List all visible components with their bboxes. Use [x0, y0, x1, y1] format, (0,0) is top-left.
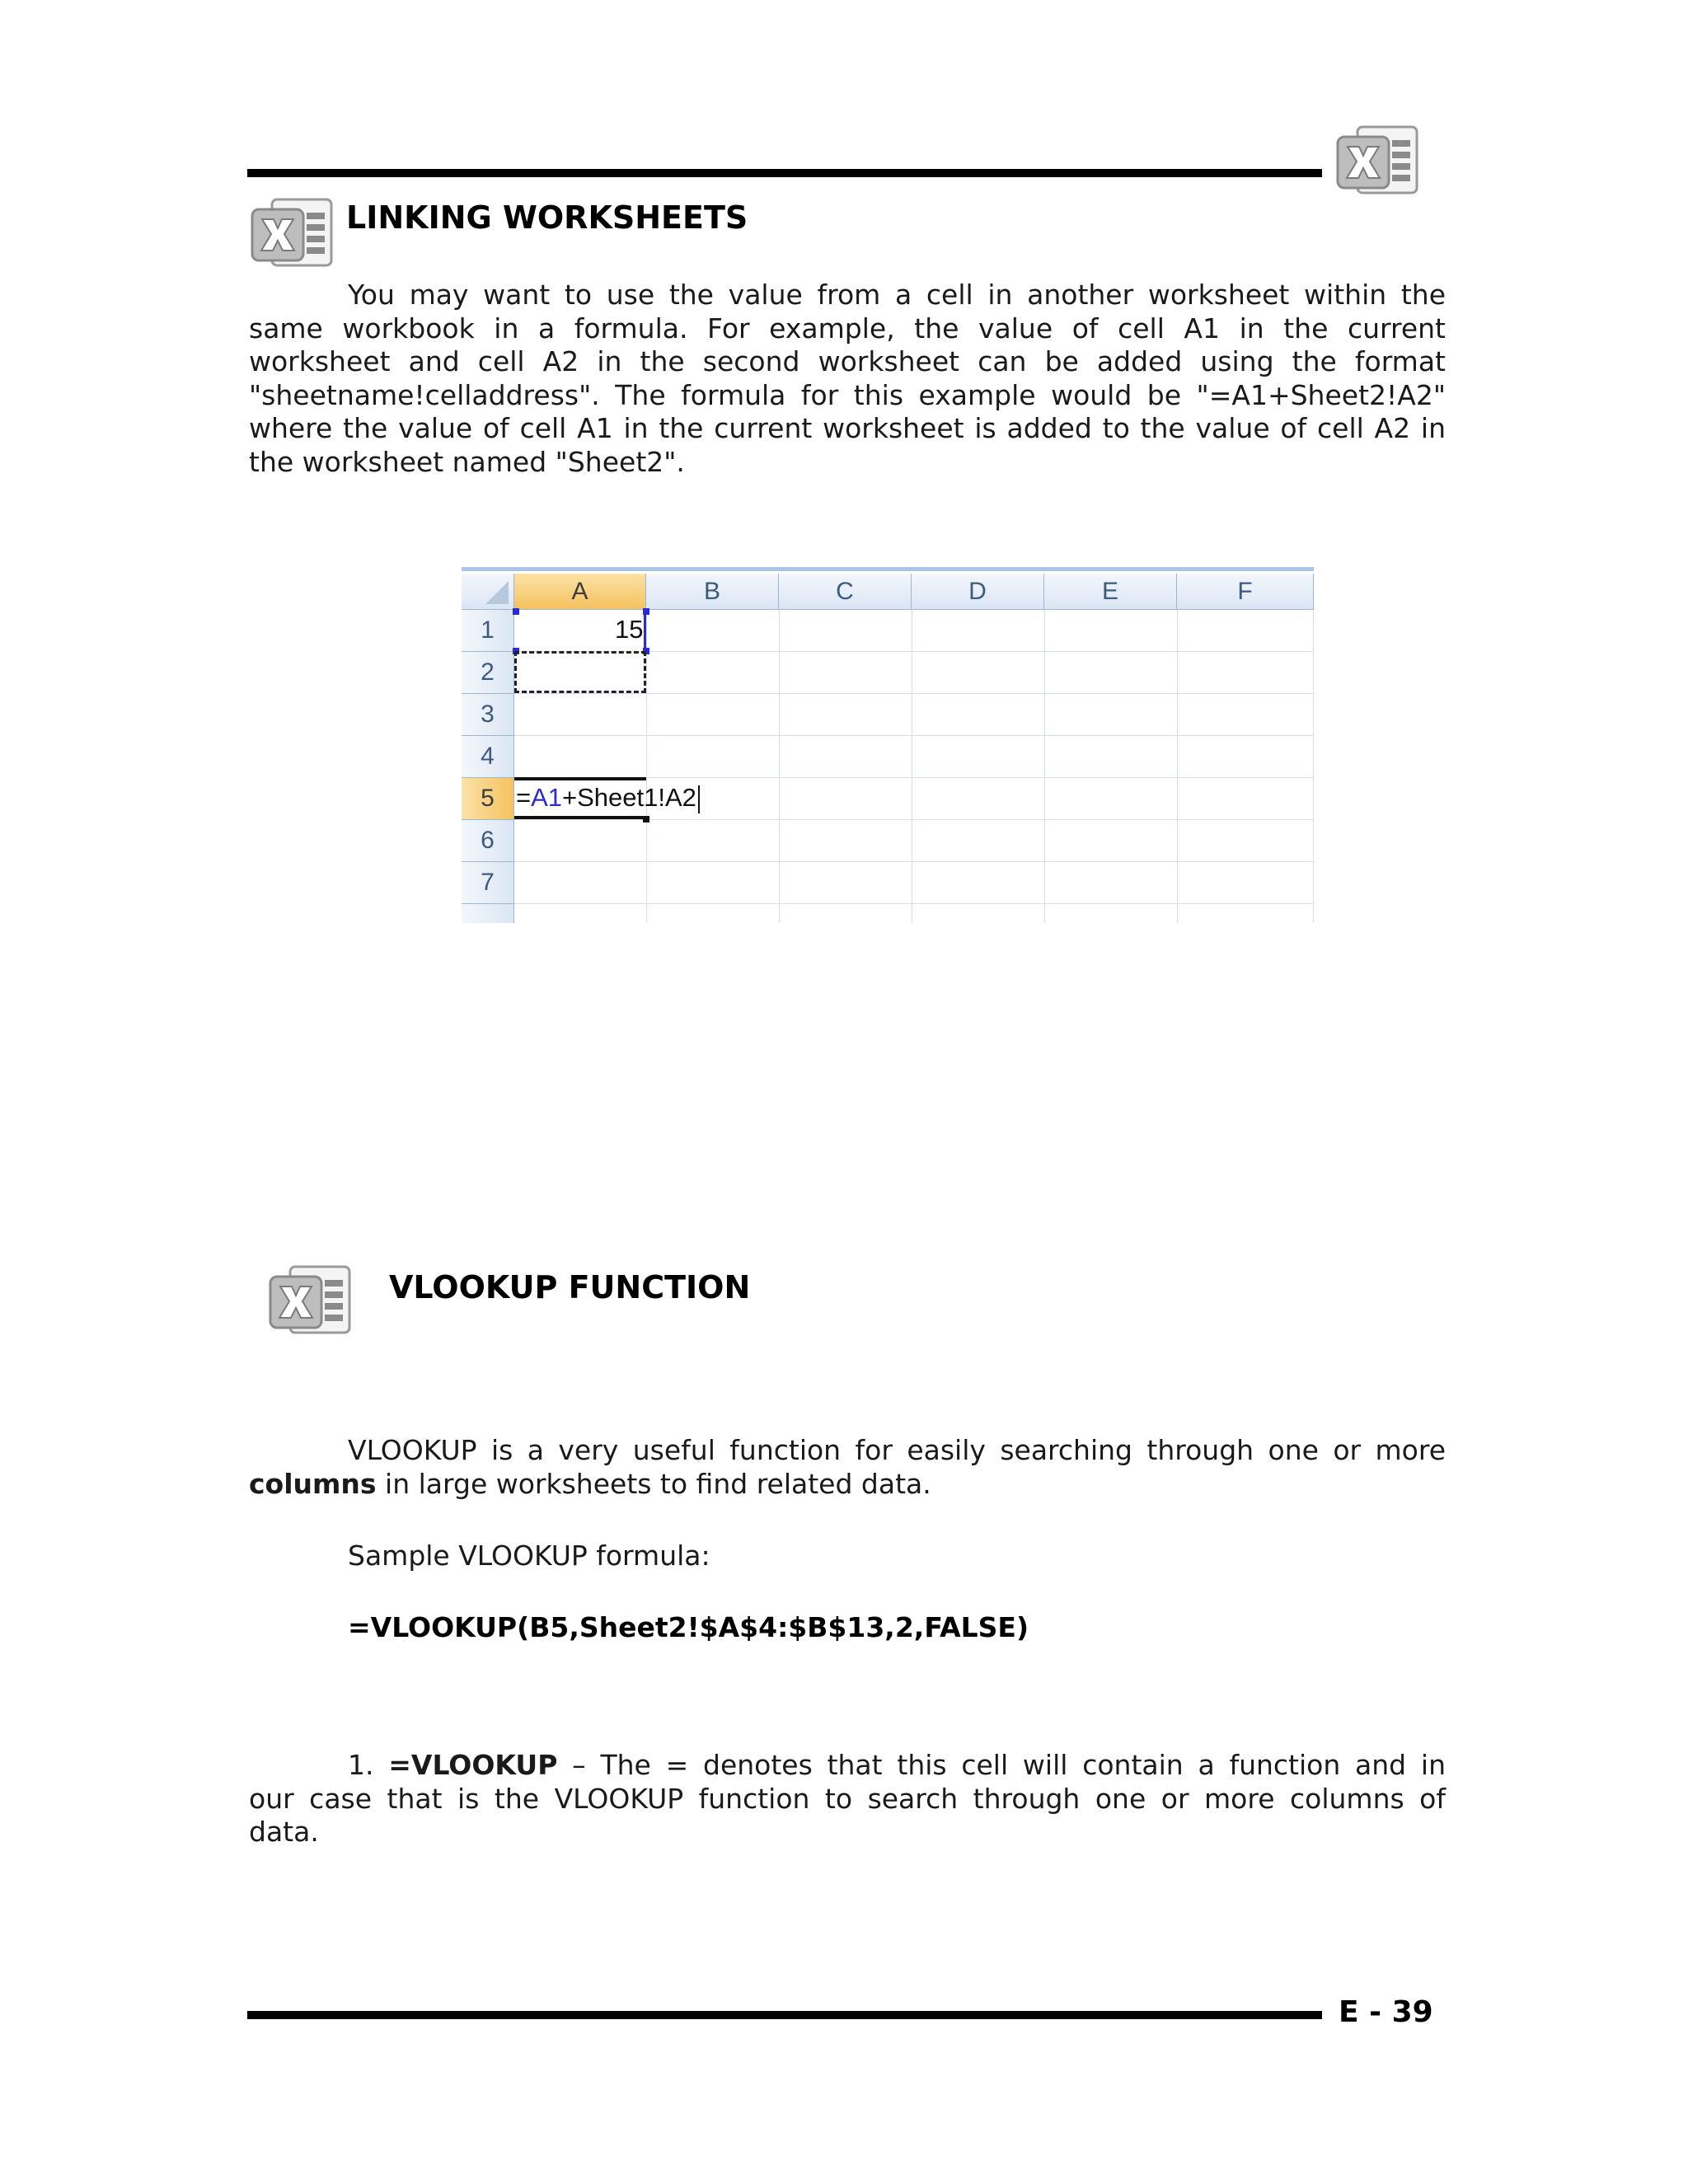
- list-item-1: [249, 1749, 1446, 1849]
- gridline: [646, 610, 647, 923]
- text-cursor: [698, 785, 700, 813]
- paragraph-line: VLOOKUP is a very useful function for easily searching through one or more: [348, 1434, 1446, 1466]
- page-number: E - 39: [1339, 1995, 1433, 2029]
- column-header-e: E: [1044, 574, 1177, 610]
- paragraph-line: You may want to use the value from a cell in another worksheet within the: [348, 279, 1446, 311]
- paragraph-line: our case that is the VLOOKUP function to search through one or more columns of: [249, 1782, 1446, 1815]
- column-header-c: C: [779, 574, 912, 610]
- gridline: [514, 861, 1314, 862]
- paragraph-line: "sheetname!celladdress". The formula for this example would be "=A1+Sheet2!A2": [249, 378, 1446, 411]
- row-header-3: 3: [462, 694, 514, 736]
- footer-rule: [247, 2011, 1322, 2019]
- sheet-top-border: [462, 567, 1314, 571]
- column-header-b: B: [646, 574, 779, 610]
- gridline: [514, 903, 1314, 904]
- column-header-f: F: [1177, 574, 1314, 610]
- cell-a5-formula: =A1+Sheet1!A2: [516, 783, 700, 813]
- gridline: [1313, 610, 1314, 923]
- select-all-corner: [462, 574, 514, 610]
- fill-handle[interactable]: [643, 816, 649, 823]
- row-header-6: 6: [462, 820, 514, 862]
- cell-a1-value: 15: [615, 615, 644, 644]
- row-header-4: 4: [462, 736, 514, 778]
- gridline: [1044, 610, 1045, 923]
- sample-formula-label: Sample VLOOKUP formula:: [348, 1540, 710, 1572]
- gridline: [1177, 610, 1178, 923]
- linking-paragraph: [249, 279, 1446, 480]
- section-heading-linking: LINKING WORKSHEETS: [346, 199, 748, 236]
- paragraph-line: where the value of cell A1 in the current worksheet is added to the value of cell A2 in: [249, 412, 1446, 445]
- reference-handle: [513, 608, 519, 615]
- sample-formula: =VLOOKUP(B5,Sheet2!$A$4:$B$13,2,FALSE): [348, 1611, 1029, 1643]
- paragraph-line: worksheet and cell A2 in the second worksheet can be added using the format: [249, 345, 1446, 378]
- gridline: [514, 819, 1314, 820]
- paragraph-line: columns in large worksheets to find related data.: [249, 1467, 931, 1500]
- paragraph-line: the worksheet named "Sheet2".: [249, 445, 685, 478]
- row-header-1: 1: [462, 610, 514, 652]
- spreadsheet-screenshot: [462, 567, 1314, 923]
- column-header-a: A: [514, 574, 646, 610]
- gridline: [514, 693, 1314, 694]
- header-rule: [247, 169, 1322, 177]
- paragraph-line: data.: [249, 1816, 319, 1849]
- row-header-7: 7: [462, 862, 514, 904]
- gridline: [514, 735, 1314, 736]
- paragraph-line: same workbook in a formula. For example, the value of cell A1 in the current: [249, 312, 1446, 344]
- excel-icon: [247, 188, 336, 277]
- paragraph-line: 1. =VLOOKUP – The = denotes that this cell will contain a function and in: [348, 1749, 1446, 1781]
- column-header-d: D: [912, 574, 1044, 610]
- gridline: [779, 610, 780, 923]
- row-header-8-partial: [462, 904, 514, 923]
- excel-logo-icon: [1333, 115, 1422, 204]
- vlookup-paragraph: [249, 1434, 1446, 1501]
- section-heading-vlookup: VLOOKUP FUNCTION: [389, 1269, 751, 1305]
- row-header-5: 5: [462, 778, 514, 820]
- excel-icon: [265, 1255, 354, 1344]
- row-header-2: 2: [462, 652, 514, 694]
- reference-handle: [643, 608, 649, 615]
- cell-a2-marquee: [514, 651, 646, 693]
